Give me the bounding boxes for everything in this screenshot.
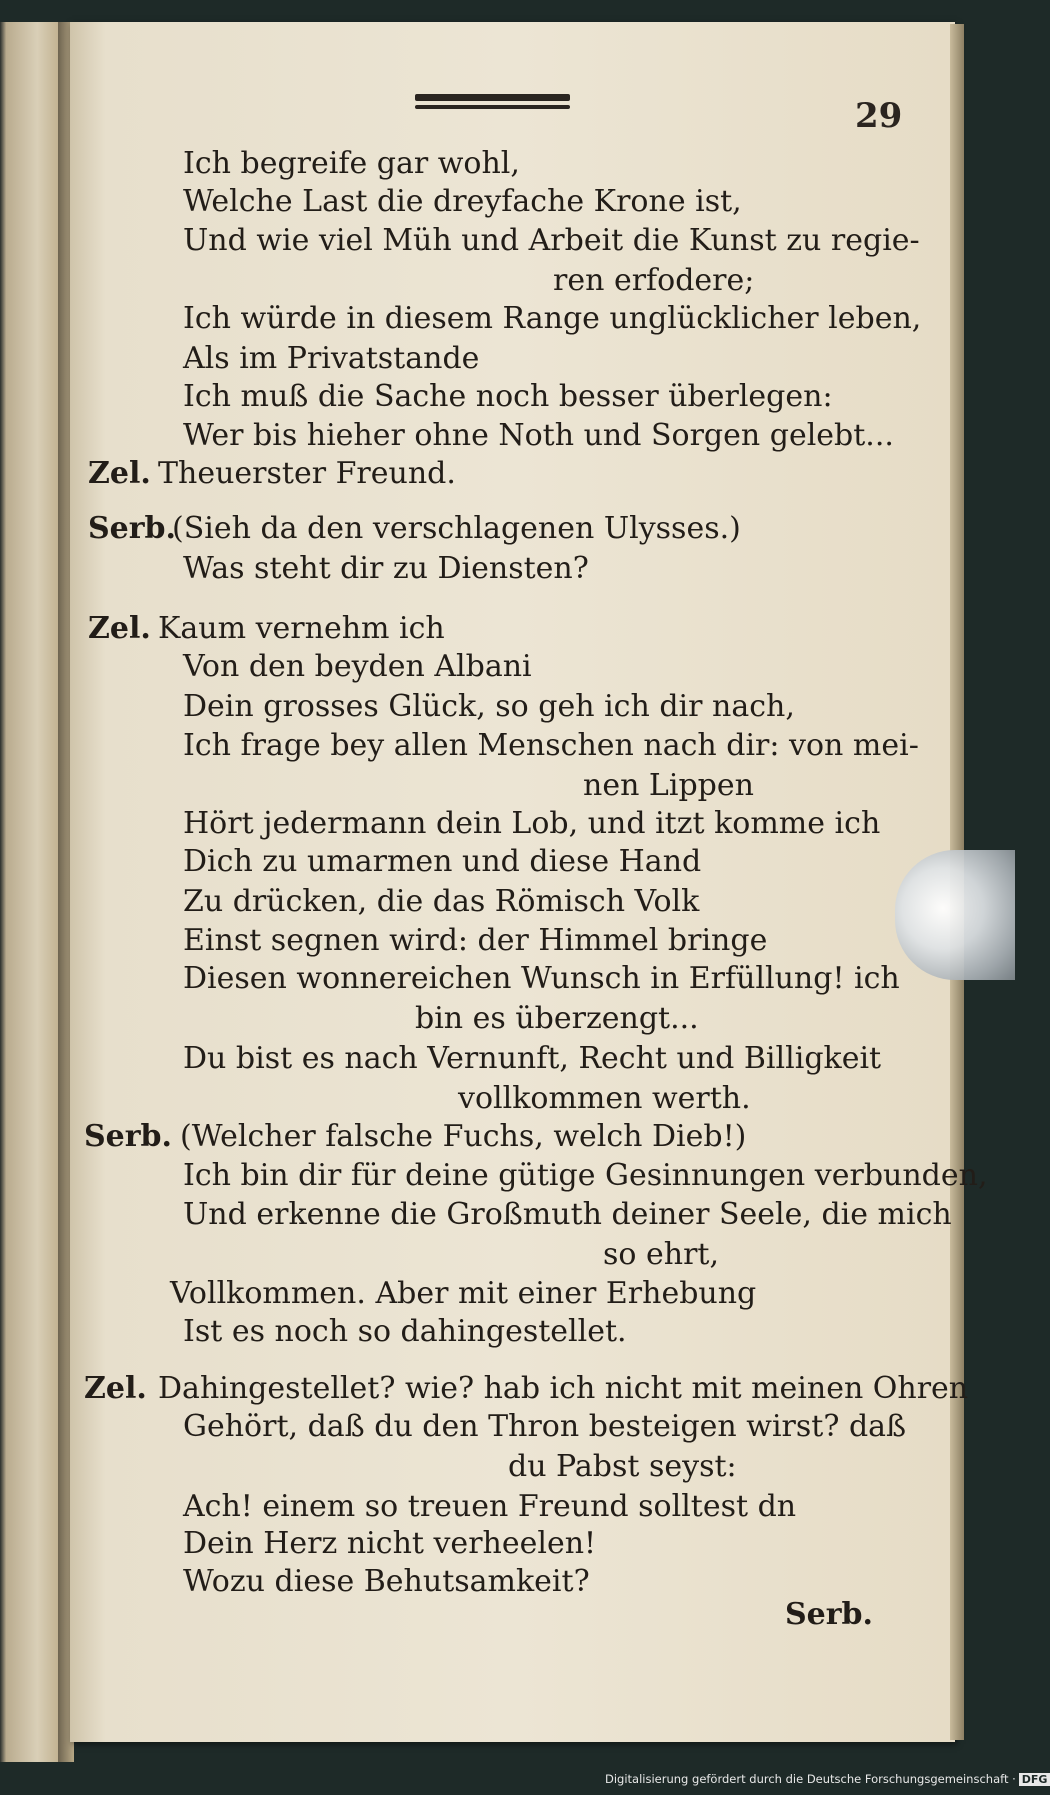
verse-line: (Sieh da den verschlagenen Ulysses.): [172, 511, 741, 546]
verse-line: Ich muß die Sache noch besser überlegen:: [183, 379, 833, 414]
verse-line: vollkommen werth.: [458, 1081, 751, 1116]
verse-line: Ich frage bey allen Menschen nach dir: von mei-: [183, 728, 919, 763]
verse-line: Ich begreife gar wohl,: [183, 146, 520, 181]
verse-line: Und wie viel Müh und Arbeit die Kunst zu regie-: [183, 223, 920, 258]
verse-line: nen Lippen: [583, 768, 754, 803]
verse-line: du Pabst seyst:: [508, 1449, 737, 1484]
verse-line: Und erkenne die Großmuth deiner Seele, die mich: [183, 1197, 952, 1232]
header-ornament: [415, 92, 570, 114]
verse-line: Einst segnen wird: der Himmel bringe: [183, 923, 768, 958]
verse-line: Als im Privatstande: [183, 341, 480, 376]
verse-line: Ach! einem so treuen Freund solltest dn: [183, 1489, 797, 1524]
speaker-label: Zel.: [88, 611, 151, 646]
speaker-label: Zel.: [84, 1371, 147, 1406]
verse-line: Diesen wonnereichen Wunsch in Erfüllung! ich: [183, 961, 900, 996]
dfg-logo: DFG: [1019, 1773, 1050, 1786]
page-number: 29: [855, 96, 903, 136]
speaker-label: Zel.: [88, 456, 151, 491]
facing-page-edge: [0, 22, 62, 1762]
verse-line: Kaum vernehm ich: [158, 611, 445, 646]
verse-line: Dich zu umarmen und diese Hand: [183, 844, 702, 879]
verse-line: ren erfodere;: [553, 263, 755, 298]
verse-line: so ehrt,: [603, 1237, 720, 1272]
verse-line: Dahingestellet? wie? hab ich nicht mit meinen Ohren: [158, 1371, 969, 1406]
verse-line: Gehört, daß du den Thron besteigen wirst? daß: [183, 1409, 907, 1444]
verse-line: bin es überzengt...: [415, 1001, 699, 1036]
verse-line: Von den beyden Albani: [183, 649, 532, 684]
verse-line: Hört jedermann dein Lob, und itzt komme ich: [183, 806, 881, 841]
verse-line: Wozu diese Behutsamkeit?: [183, 1564, 590, 1599]
speaker-label: Serb.: [84, 1119, 172, 1154]
verse-line: (Welcher falsche Fuchs, welch Dieb!): [180, 1119, 747, 1154]
verse-line: Wer bis hieher ohne Noth und Sorgen gelebt...: [183, 418, 894, 453]
page-clip: [895, 850, 1015, 980]
verse-line: Ist es noch so dahingestellet.: [183, 1314, 627, 1349]
speaker-label: Serb.: [88, 511, 176, 546]
verse-line: Dein Herz nicht verheelen!: [183, 1526, 597, 1561]
credit-text: Digitalisierung gefördert durch die Deutsche Forschungsgemeinschaft ·: [605, 1772, 1016, 1786]
verse-line: Zu drücken, die das Römisch Volk: [183, 884, 700, 919]
verse-line: Was steht dir zu Diensten?: [183, 551, 589, 586]
verse-line: Theuerster Freund.: [158, 456, 456, 491]
catchword: Serb.: [785, 1597, 873, 1632]
verse-line: Ich bin dir für deine gütige Gesinnungen verbunden,: [183, 1158, 988, 1193]
verse-line: Vollkommen. Aber mit einer Erhebung: [170, 1276, 757, 1311]
verse-line: Dein grosses Glück, so geh ich dir nach,: [183, 689, 795, 724]
digitization-credit: [605, 1772, 1050, 1786]
verse-line: Welche Last die dreyfache Krone ist,: [183, 184, 742, 219]
verse-line: Ich würde in diesem Range unglücklicher leben,: [183, 301, 922, 336]
verse-line: Du bist es nach Vernunft, Recht und Billigkeit: [183, 1041, 882, 1076]
